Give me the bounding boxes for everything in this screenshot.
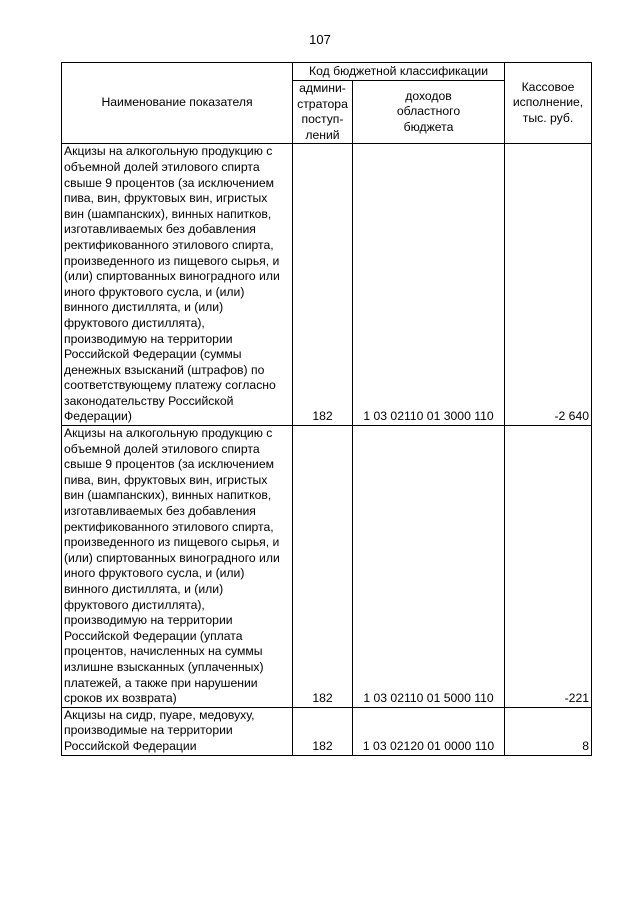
table-row: [62, 707, 592, 755]
header-admin: админи- стратора поступ- лений: [293, 81, 353, 144]
row-income-code: 1 03 02120 01 0000 110: [353, 707, 505, 755]
row-amount: 8: [505, 707, 592, 755]
table-row: [62, 426, 592, 708]
row-admin-code: 182: [293, 144, 353, 426]
table-header: [62, 63, 592, 144]
header-amount: Кассовое исполнение, тыс. руб.: [505, 63, 592, 144]
header-name: Наименование показателя: [62, 63, 293, 144]
row-name: Акцизы на сидр, пуаре, медовуху, производимые на территории Российской Федерации: [62, 707, 293, 755]
page-number: 107: [309, 32, 331, 47]
row-admin-code: 182: [293, 707, 353, 755]
row-amount: -221: [505, 426, 592, 708]
row-name: Акцизы на алкогольную продукцию с объемной долей этилового спирта свыше 9 процентов (за исключением пива, вин, фруктовых вин, игристых вин (шампанских), винных напитков, изготавливаемых без добавления ректификованного этилового спирта, произведенного из пищевого сырья, и (или) спиртованных виноградного или иного фруктового сусла, и (или) винного дистиллята, и (или) фруктового дистиллята), производимую на территории Российской Федерации (суммы денежных взысканий (штрафов) по соответствующему платежу согласно законодательству Российской Федерации): [62, 144, 293, 426]
table-row: [62, 144, 592, 426]
row-name: Акцизы на алкогольную продукцию с объемной долей этилового спирта свыше 9 процентов (за исключением пива, вин, фруктовых вин, игристых вин (шампанских), винных напитков, изготавливаемых без добавления ректификованного этилового спирта, произведенного из пищевого сырья, и (или) спиртованных виноградного или иного фруктового сусла, и (или) винного дистиллята, и (или) фруктового дистиллята), производимую на территории Российской Федерации (уплата процентов, начисленных на суммы излишне взысканных (уплаченных) платежей, а также при нарушении сроков их возврата): [62, 426, 293, 708]
header-code-group: Код бюджетной классификации: [293, 63, 505, 81]
row-amount: -2 640: [505, 144, 592, 426]
budget-table: [61, 62, 592, 756]
row-income-code: 1 03 02110 01 3000 110: [353, 144, 505, 426]
row-admin-code: 182: [293, 426, 353, 708]
header-income: доходов областного бюджета: [353, 81, 505, 144]
row-income-code: 1 03 02110 01 5000 110: [353, 426, 505, 708]
